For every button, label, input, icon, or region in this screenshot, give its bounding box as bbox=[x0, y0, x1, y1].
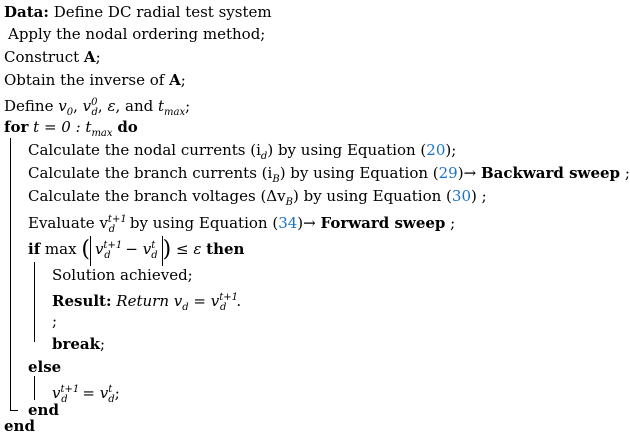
step-break bbox=[52, 334, 105, 354]
v-sup: t+1 bbox=[103, 240, 123, 251]
result-eq: = v bbox=[188, 292, 220, 310]
else-line bbox=[28, 357, 61, 377]
then-keyword: then bbox=[206, 240, 245, 258]
equation-ref-20[interactable]: 20 bbox=[426, 141, 446, 159]
step-else-assign bbox=[52, 380, 120, 405]
volt-end: ) ; bbox=[471, 187, 487, 205]
for-block-rule bbox=[10, 138, 11, 410]
vd-sup: 0 bbox=[91, 97, 98, 108]
step-inverse bbox=[4, 70, 186, 90]
define-end: ; bbox=[185, 97, 191, 115]
v-sup: t bbox=[108, 384, 113, 395]
else-block-rule bbox=[34, 376, 35, 400]
tmax-sub: max bbox=[91, 128, 113, 139]
step-nodal-currents bbox=[28, 140, 456, 160]
v-sub: d bbox=[61, 394, 68, 405]
result-text: Return v bbox=[111, 292, 183, 310]
else-keyword: else bbox=[28, 358, 62, 376]
abs-expression bbox=[90, 236, 163, 266]
minus: − bbox=[120, 240, 143, 258]
step-semicolon: ; bbox=[52, 312, 58, 330]
for-condition: t = 0 : t bbox=[28, 118, 92, 136]
data-label: Data: bbox=[4, 3, 49, 21]
vd-sup: t+1 bbox=[219, 292, 238, 303]
v-sub: d bbox=[151, 250, 158, 261]
volt-mid: ) by using Equation ( bbox=[292, 187, 452, 205]
else-eq: = v bbox=[77, 384, 109, 402]
ib-sub: B bbox=[272, 174, 280, 185]
branch-end: ; bbox=[620, 164, 630, 182]
backward-sweep-label: Backward sweep bbox=[480, 164, 621, 182]
tmax-sub: max bbox=[164, 107, 186, 118]
step-solution: Solution achieved; bbox=[52, 266, 193, 284]
arrow: )→ bbox=[297, 214, 321, 232]
vd-sub: d bbox=[91, 107, 98, 118]
equation-ref-34[interactable]: 34 bbox=[278, 214, 298, 232]
vd-symbol: v bbox=[82, 97, 92, 115]
v-symbol: v bbox=[142, 240, 152, 258]
result-label: Result: bbox=[52, 292, 112, 310]
break-keyword: break bbox=[52, 335, 101, 353]
step-result bbox=[52, 288, 242, 313]
end-keyword: end bbox=[4, 417, 35, 435]
nodal-end: ); bbox=[445, 141, 457, 159]
forward-sweep-label: Forward sweep bbox=[320, 214, 446, 232]
construct-text: Construct bbox=[4, 48, 84, 66]
if-block-rule bbox=[34, 262, 35, 342]
equation-ref-30[interactable]: 30 bbox=[451, 187, 472, 205]
else-end: ; bbox=[114, 384, 120, 402]
branch-text: Calculate the branch currents (i bbox=[28, 164, 273, 182]
break-end: ; bbox=[100, 335, 106, 353]
eval-text: Evaluate v bbox=[28, 214, 108, 232]
step-construct bbox=[4, 47, 101, 67]
equation-ref-29[interactable]: 29 bbox=[438, 164, 458, 182]
left-paren: ( bbox=[81, 237, 90, 262]
v-symbol: v bbox=[52, 384, 61, 402]
v-symbol: v bbox=[94, 240, 104, 258]
v-sup: t bbox=[151, 240, 156, 251]
v0-symbol: v bbox=[58, 97, 67, 115]
volt-text: Calculate the branch voltages (Δv bbox=[28, 187, 286, 205]
max-function: max bbox=[40, 240, 77, 258]
result-end: . bbox=[236, 292, 242, 310]
v-sub: d bbox=[104, 250, 111, 261]
nodal-mid: ) by using Equation ( bbox=[267, 141, 427, 159]
comma: , bbox=[73, 97, 83, 115]
v-sup: t+1 bbox=[60, 384, 80, 395]
arrow: )→ bbox=[457, 164, 481, 182]
v-sub: d bbox=[108, 394, 115, 405]
data-text: Define DC radial test system bbox=[53, 3, 272, 21]
eval-end: ; bbox=[445, 214, 456, 232]
v0-sub: 0 bbox=[66, 107, 74, 118]
epsilon-symbol: ε bbox=[107, 97, 116, 115]
end-keyword: end bbox=[28, 401, 59, 419]
step-evaluate bbox=[28, 210, 456, 235]
define-text: Define bbox=[4, 97, 59, 115]
construct-end: ; bbox=[95, 48, 101, 66]
for-line bbox=[4, 117, 138, 137]
comma: , bbox=[97, 97, 108, 115]
step-branch-voltages bbox=[28, 186, 487, 206]
for-block-hook bbox=[10, 410, 18, 411]
vd-sub: d bbox=[182, 302, 189, 313]
step-branch-currents bbox=[28, 163, 630, 183]
matrix-a-symbol: A bbox=[169, 71, 181, 89]
le-epsilon: ≤ ε bbox=[171, 240, 207, 258]
step-ordering: Apply the nodal ordering method; bbox=[8, 25, 266, 43]
vb-sub: B bbox=[285, 197, 293, 208]
data-line bbox=[4, 2, 272, 22]
do-keyword: do bbox=[117, 118, 138, 136]
end-outer bbox=[4, 416, 35, 436]
id-sub: d bbox=[260, 151, 268, 162]
vd-sub: d bbox=[108, 224, 116, 235]
for-keyword: for bbox=[4, 118, 29, 136]
if-line bbox=[28, 236, 244, 262]
if-keyword: if bbox=[28, 240, 41, 258]
and-text: , and bbox=[115, 97, 159, 115]
tmax-symbol: t bbox=[158, 97, 165, 115]
right-paren: ) bbox=[162, 237, 172, 262]
step-define bbox=[4, 93, 191, 118]
matrix-a-symbol: A bbox=[83, 48, 96, 66]
inverse-text: Obtain the inverse of bbox=[4, 71, 170, 89]
nodal-text: Calculate the nodal currents (i bbox=[28, 141, 261, 159]
vd-sup: t+1 bbox=[107, 214, 127, 225]
branch-mid: ) by using Equation ( bbox=[279, 164, 439, 182]
eval-mid: by using Equation ( bbox=[125, 214, 279, 232]
vd-sub: d bbox=[220, 302, 227, 313]
inverse-end: ; bbox=[180, 71, 186, 89]
